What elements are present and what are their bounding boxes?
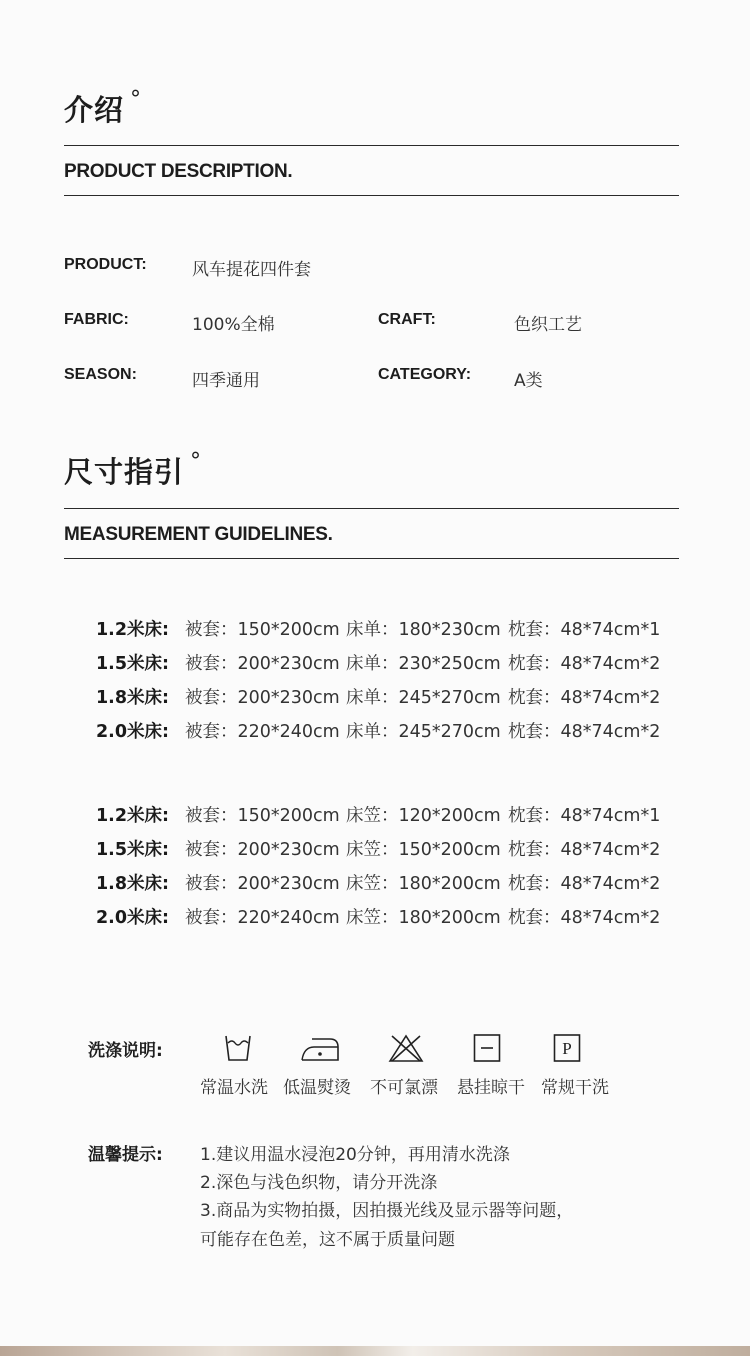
bed-size: 1.8米床: xyxy=(96,874,169,894)
intro-subtitle: PRODUCT DESCRIPTION. xyxy=(64,161,293,182)
divider xyxy=(64,558,679,559)
divider xyxy=(64,508,679,509)
size-title-text: 尺寸指引 xyxy=(64,455,185,489)
fitted-sheet-size: 床笠：120*200cm xyxy=(346,806,501,826)
fabric-label: FABRIC: xyxy=(64,311,129,328)
intro-title-text: 介绍 xyxy=(64,93,125,127)
fitted-sheet-size: 床笠：150*200cm xyxy=(346,840,501,860)
tip-line: 3.商品为实物拍摄，因拍摄光线及显示器等问题， xyxy=(200,1201,574,1221)
pillow-size: 枕套：48*74cm*2 xyxy=(508,908,661,928)
dry-clean-icon xyxy=(553,1033,581,1063)
no-bleach-icon xyxy=(388,1033,424,1063)
pillow-size: 枕套：48*74cm*2 xyxy=(508,688,661,708)
duvet-size: 被套：150*200cm xyxy=(185,806,340,826)
dry-clean-letter: P xyxy=(562,1039,572,1058)
bed-size: 1.2米床: xyxy=(96,620,169,640)
duvet-size: 被套：200*230cm xyxy=(185,874,340,894)
bed-size: 1.2米床: xyxy=(96,806,169,826)
care-caption: 低温熨烫 xyxy=(283,1078,351,1098)
care-caption: 常温水洗 xyxy=(200,1078,268,1098)
footer-photo-strip xyxy=(0,1346,750,1356)
duvet-size: 被套：200*230cm xyxy=(185,654,340,674)
size-subtitle: MEASUREMENT GUIDELINES. xyxy=(64,524,333,545)
pillow-size: 枕套：48*74cm*2 xyxy=(508,874,661,894)
bed-size: 2.0米床: xyxy=(96,722,169,742)
sheet-size: 床单：245*270cm xyxy=(346,722,501,742)
care-label: 洗涤说明: xyxy=(88,1041,163,1061)
product-label: PRODUCT: xyxy=(64,256,147,273)
product-value: 风车提花四件套 xyxy=(192,260,311,280)
craft-label: CRAFT: xyxy=(378,311,436,328)
care-caption: 不可氯漂 xyxy=(370,1078,438,1098)
care-caption: 常规干洗 xyxy=(541,1078,609,1098)
fitted-sheet-size: 床笠：180*200cm xyxy=(346,874,501,894)
fabric-value: 100%全棉 xyxy=(192,315,275,335)
iron-icon xyxy=(300,1033,340,1063)
degree-mark: ° xyxy=(190,449,203,474)
fitted-sheet-size: 床笠：180*200cm xyxy=(346,908,501,928)
category-value: A类 xyxy=(514,371,543,391)
care-caption: 悬挂晾干 xyxy=(457,1078,525,1098)
pillow-size: 枕套：48*74cm*1 xyxy=(508,806,661,826)
degree-mark: ° xyxy=(130,87,143,112)
bed-size: 1.8米床: xyxy=(96,688,169,708)
hang-dry-icon xyxy=(473,1033,501,1063)
pillow-size: 枕套：48*74cm*1 xyxy=(508,620,661,640)
wash-tub-icon xyxy=(223,1033,253,1063)
divider xyxy=(64,145,679,146)
duvet-size: 被套：220*240cm xyxy=(185,908,340,928)
tips-label: 温馨提示: xyxy=(88,1145,163,1165)
bed-size: 1.5米床: xyxy=(96,654,169,674)
pillow-size: 枕套：48*74cm*2 xyxy=(508,654,661,674)
sheet-size: 床单：230*250cm xyxy=(346,654,501,674)
season-label: SEASON: xyxy=(64,366,137,383)
tip-line: 2.深色与浅色织物，请分开洗涤 xyxy=(200,1173,438,1193)
category-label: CATEGORY: xyxy=(378,366,472,383)
tip-line: 可能存在色差，这不属于质量问题 xyxy=(200,1230,455,1250)
bed-size: 2.0米床: xyxy=(96,908,169,928)
divider xyxy=(64,195,679,196)
sheet-size: 床单：245*270cm xyxy=(346,688,501,708)
intro-title xyxy=(64,88,142,129)
craft-value: 色织工艺 xyxy=(514,315,582,335)
pillow-size: 枕套：48*74cm*2 xyxy=(508,840,661,860)
sheet-size: 床单：180*230cm xyxy=(346,620,501,640)
pillow-size: 枕套：48*74cm*2 xyxy=(508,722,661,742)
duvet-size: 被套：220*240cm xyxy=(185,722,340,742)
season-value: 四季通用 xyxy=(192,371,260,391)
size-title xyxy=(64,450,202,491)
tip-line: 1.建议用温水浸泡20分钟，再用清水洗涤 xyxy=(200,1145,510,1165)
duvet-size: 被套：200*230cm xyxy=(185,688,340,708)
bed-size: 1.5米床: xyxy=(96,840,169,860)
duvet-size: 被套：200*230cm xyxy=(185,840,340,860)
duvet-size: 被套：150*200cm xyxy=(185,620,340,640)
